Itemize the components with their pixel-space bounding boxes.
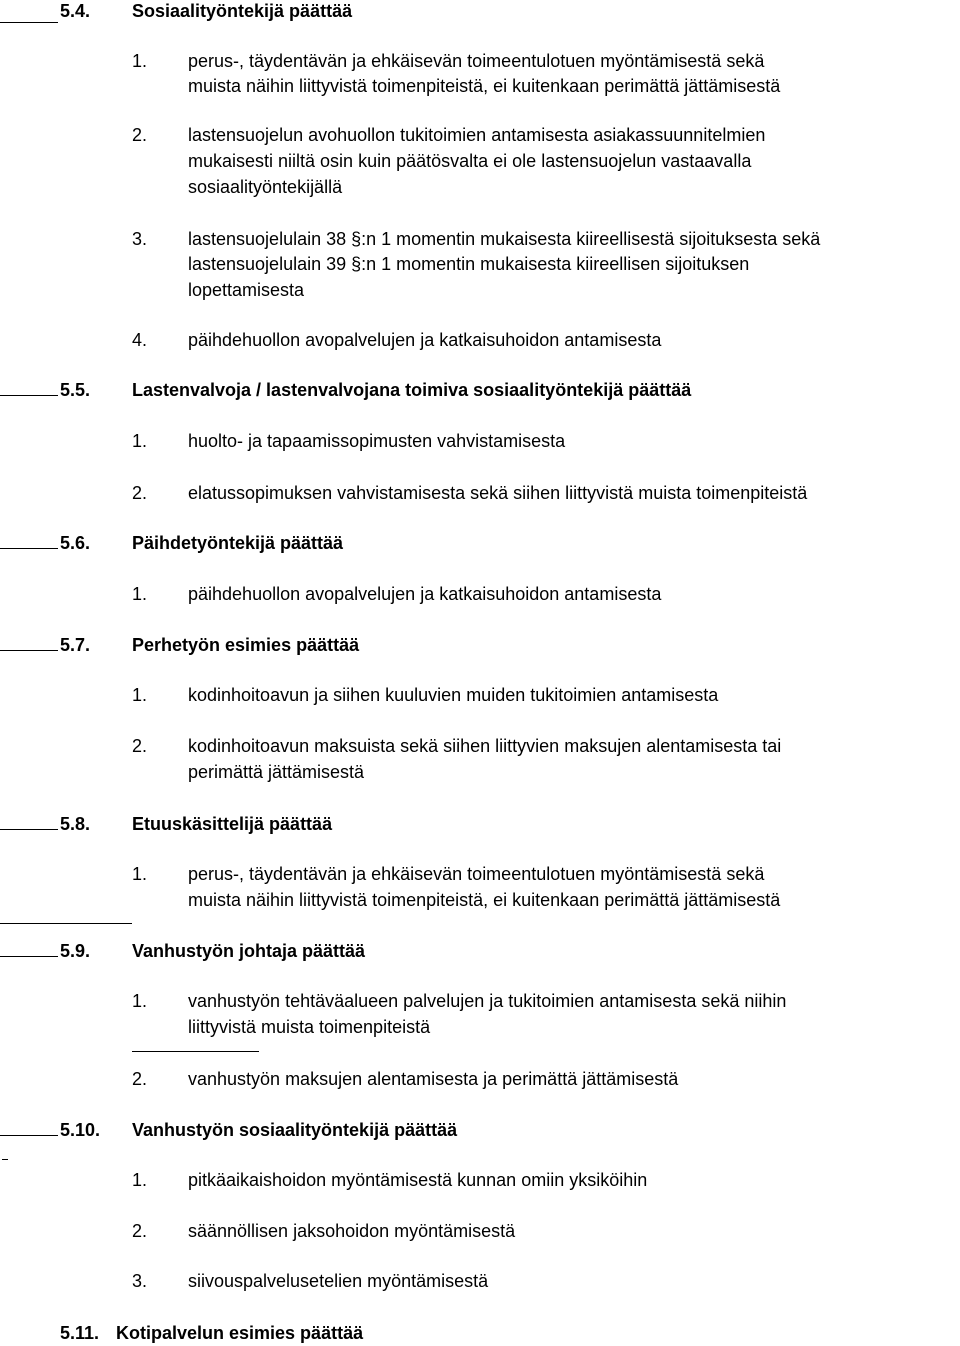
section-title: Lastenvalvoja / lastenvalvojana toimiva sosiaalityöntekijä päättää (132, 380, 692, 400)
section-number: 5.7. (60, 635, 91, 655)
divider-line (0, 923, 132, 924)
section-number: 5.5. (60, 380, 91, 400)
item-text: päihdehuollon avopalvelujen ja katkaisuhoidon antamisesta (188, 330, 662, 350)
item-text: muista näihin liittyvistä toimenpiteistä, ei kuitenkaan perimättä jättämisestä (188, 76, 781, 96)
item-text: huolto- ja tapaamissopimusten vahvistamisesta (188, 431, 566, 451)
item-text: perimättä jättämisestä (188, 762, 365, 782)
item-text: lastensuojelulain 39 §:n 1 momentin mukaisesta kiireellisen sijoituksen (188, 254, 750, 274)
item-number: 2. (132, 483, 148, 503)
item-text: vanhustyön maksujen alentamisesta ja perimättä jättämisestä (188, 1069, 679, 1089)
section-title: Päihdetyöntekijä päättää (132, 533, 344, 553)
item-text: kodinhoitoavun ja siihen kuuluvien muiden tukitoimien antamisesta (188, 685, 719, 705)
item-number: 3. (132, 229, 148, 249)
section-rule (0, 956, 58, 957)
section-number: 5.4. (60, 1, 91, 21)
section-number: 5.11. (60, 1323, 100, 1343)
item-text: vanhustyön tehtäväalueen palvelujen ja tukitoimien antamisesta sekä niihin (188, 991, 787, 1011)
item-number: 1. (132, 431, 148, 451)
item-number: 3. (132, 1271, 148, 1291)
section-number: 5.6. (60, 533, 91, 553)
item-number: 2. (132, 1221, 148, 1241)
section-rule (0, 22, 58, 23)
section-title: Perhetyön esimies päättää (132, 635, 360, 655)
section-title: Vanhustyön sosiaalityöntekijä päättää (132, 1120, 458, 1140)
item-text: päihdehuollon avopalvelujen ja katkaisuhoidon antamisesta (188, 584, 662, 604)
item-text: lopettamisesta (188, 280, 305, 300)
section-rule (0, 1135, 58, 1136)
divider-line (132, 1051, 259, 1052)
section-title: Kotipalvelun esimies päättää (116, 1323, 364, 1343)
section-number: 5.9. (60, 941, 91, 961)
item-text: lastensuojelulain 38 §:n 1 momentin mukaisesta kiireellisestä sijoituksesta sekä (188, 229, 821, 249)
item-text: muista näihin liittyvistä toimenpiteistä, ei kuitenkaan perimättä jättämisestä (188, 890, 781, 910)
item-number: 2. (132, 736, 148, 756)
section-number: 5.8. (60, 814, 91, 834)
item-number: 4. (132, 330, 148, 350)
section-rule (0, 395, 58, 396)
item-text: sosiaalityöntekijällä (188, 177, 343, 197)
item-number: 1. (132, 685, 148, 705)
item-number: 1. (132, 864, 148, 884)
section-rule (0, 650, 58, 651)
section-title: Etuuskäsittelijä päättää (132, 814, 333, 834)
section-rule (0, 829, 58, 830)
margin-mark (2, 1159, 8, 1160)
section-title: Sosiaalityöntekijä päättää (132, 1, 353, 21)
item-text: säännöllisen jaksohoidon myöntämisestä (188, 1221, 516, 1241)
item-text: mukaisesti niiltä osin kuin päätösvalta ei ole lastensuojelun vastaavalla (188, 151, 752, 171)
item-text: liittyvistä muista toimenpiteistä (188, 1017, 431, 1037)
item-number: 1. (132, 991, 148, 1011)
item-number: 1. (132, 584, 148, 604)
item-text: lastensuojelun avohuollon tukitoimien antamisesta asiakassuunnitelmien (188, 125, 766, 145)
item-text: pitkäaikaishoidon myöntämisestä kunnan omiin yksiköihin (188, 1170, 648, 1190)
item-text: perus-, täydentävän ja ehkäisevän toimeentulotuen myöntämisestä sekä (188, 51, 765, 71)
item-text: elatussopimuksen vahvistamisesta sekä siihen liittyvistä muista toimenpiteistä (188, 483, 808, 503)
item-text: kodinhoitoavun maksuista sekä siihen liittyvien maksujen alentamisesta tai (188, 736, 782, 756)
item-number: 1. (132, 1170, 148, 1190)
section-title: Vanhustyön johtaja päättää (132, 941, 366, 961)
item-number: 1. (132, 51, 148, 71)
section-rule (0, 548, 58, 549)
item-text: perus-, täydentävän ja ehkäisevän toimeentulotuen myöntämisestä sekä (188, 864, 765, 884)
section-number: 5.10. (60, 1120, 101, 1140)
item-number: 2. (132, 1069, 148, 1089)
item-number: 2. (132, 125, 148, 145)
item-text: siivouspalvelusetelien myöntämisestä (188, 1271, 489, 1291)
